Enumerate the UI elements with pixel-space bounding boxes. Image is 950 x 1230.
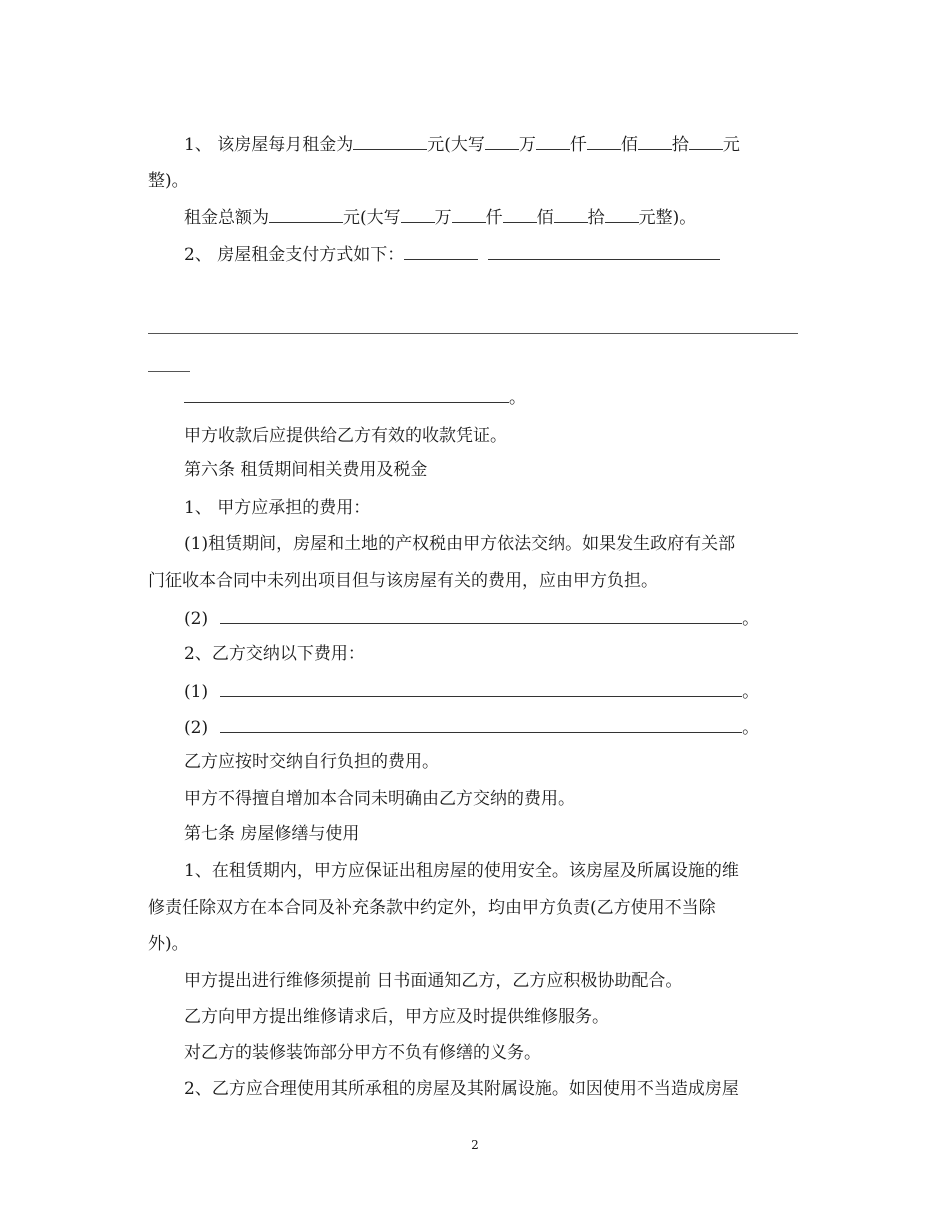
- blank-field[interactable]: [488, 242, 720, 260]
- article-6-b1-line: [184, 679, 759, 703]
- text-segment: 万: [518, 135, 536, 155]
- article-7-title: 第七条 房屋修缮与使用: [184, 824, 360, 844]
- repair-service-text: 乙方向甲方提出维修请求后，甲方应及时提供维修服务。: [184, 1007, 609, 1027]
- text-segment: 佰: [620, 135, 638, 155]
- text-segment: 。: [742, 718, 760, 738]
- article-7-item2-line1: 2、乙方应合理使用其所承租的房屋及其附属设施。如因使用不当造成房屋: [184, 1079, 739, 1099]
- repair-notice-text: 甲方提出进行维修须提前 日书面通知乙方，乙方应积极协助配合。: [184, 971, 683, 991]
- blank-field[interactable]: [503, 205, 537, 223]
- article-6-p1-line1: (1)租赁期间，房屋和土地的产权税由甲方依法交纳。如果发生政府有关部: [184, 534, 736, 554]
- article-6-item-2: 2、乙方交纳以下费用：: [184, 644, 365, 664]
- blank-field[interactable]: [220, 606, 742, 624]
- blank-field[interactable]: [689, 132, 723, 150]
- payment-method-label: 2、 房屋租金支付方式如下：: [184, 245, 405, 265]
- pay-on-time-text: 乙方应按时交纳自行负担的费用。: [184, 752, 439, 772]
- receipt-text: 甲方收款后应提供给乙方有效的收款凭证。: [184, 426, 507, 446]
- blank-rule[interactable]: [148, 371, 190, 372]
- article-6-b2-line: [184, 715, 759, 739]
- blank-field[interactable]: [353, 132, 427, 150]
- blank-field[interactable]: [536, 132, 570, 150]
- text-segment: 万: [434, 208, 452, 228]
- blank-field[interactable]: [220, 679, 742, 697]
- blank-field[interactable]: [220, 715, 742, 733]
- blank-field[interactable]: [269, 205, 343, 223]
- blank-field[interactable]: [404, 242, 478, 260]
- article-6-title: 第六条 租赁期间相关费用及税金: [184, 460, 428, 480]
- article-6-p1-line2: 门征收本合同中未列出项目但与该房屋有关的费用，应由甲方负担。: [148, 571, 658, 591]
- blank-field[interactable]: [485, 132, 519, 150]
- rent-total-line: [184, 205, 696, 229]
- text-segment: 元: [722, 135, 740, 155]
- blank-field[interactable]: [554, 205, 588, 223]
- blank-field[interactable]: [401, 205, 435, 223]
- no-add-fees-text: 甲方不得擅自增加本合同未明确由乙方交纳的费用。: [184, 789, 575, 809]
- article-6-p2-line: [184, 606, 759, 630]
- blank-field[interactable]: [605, 205, 639, 223]
- text-segment: 仟: [485, 208, 503, 228]
- article-7-item1-line3: 外)。: [148, 934, 189, 954]
- blank-field[interactable]: [587, 132, 621, 150]
- blank-rule[interactable]: [148, 333, 798, 334]
- article-7-item1-line2: 修责任除双方在本合同及补充条款中约定外，均由甲方负责(乙方使用不当除: [148, 898, 716, 918]
- item-label: (2): [184, 609, 209, 629]
- text-segment: 元(大写: [427, 135, 485, 155]
- payment-blank-line: [184, 385, 526, 409]
- page-number: 2: [471, 1138, 479, 1152]
- article-6-item-1: 1、 甲方应承担的费用：: [184, 498, 371, 518]
- text-segment: 元(大写: [343, 208, 401, 228]
- rent-monthly-line: [184, 132, 740, 156]
- text-segment: 元整)。: [638, 208, 697, 228]
- text-segment: 拾: [671, 135, 689, 155]
- text-segment: 佰: [536, 208, 554, 228]
- text-segment: 。: [742, 609, 760, 629]
- text-segment: 拾: [587, 208, 605, 228]
- rent-monthly-end: 整)。: [148, 171, 189, 191]
- item-label: (1): [184, 682, 209, 702]
- decor-text: 对乙方的装修装饰部分甲方不负有修缮的义务。: [184, 1043, 541, 1063]
- text-segment: 。: [509, 388, 526, 408]
- blank-field[interactable]: [638, 132, 672, 150]
- article-7-item1-line1: 1、在租赁期内，甲方应保证出租房屋的使用安全。该房屋及所属设施的维: [184, 861, 739, 881]
- rent-monthly-label: 1、 该房屋每月租金为: [184, 135, 354, 155]
- text-segment: 。: [742, 682, 760, 702]
- payment-method-line: [184, 242, 720, 266]
- text-segment: 仟: [569, 135, 587, 155]
- rent-total-label: 租金总额为: [184, 208, 269, 228]
- blank-field[interactable]: [184, 385, 509, 403]
- blank-field[interactable]: [452, 205, 486, 223]
- item-label: (2): [184, 718, 209, 738]
